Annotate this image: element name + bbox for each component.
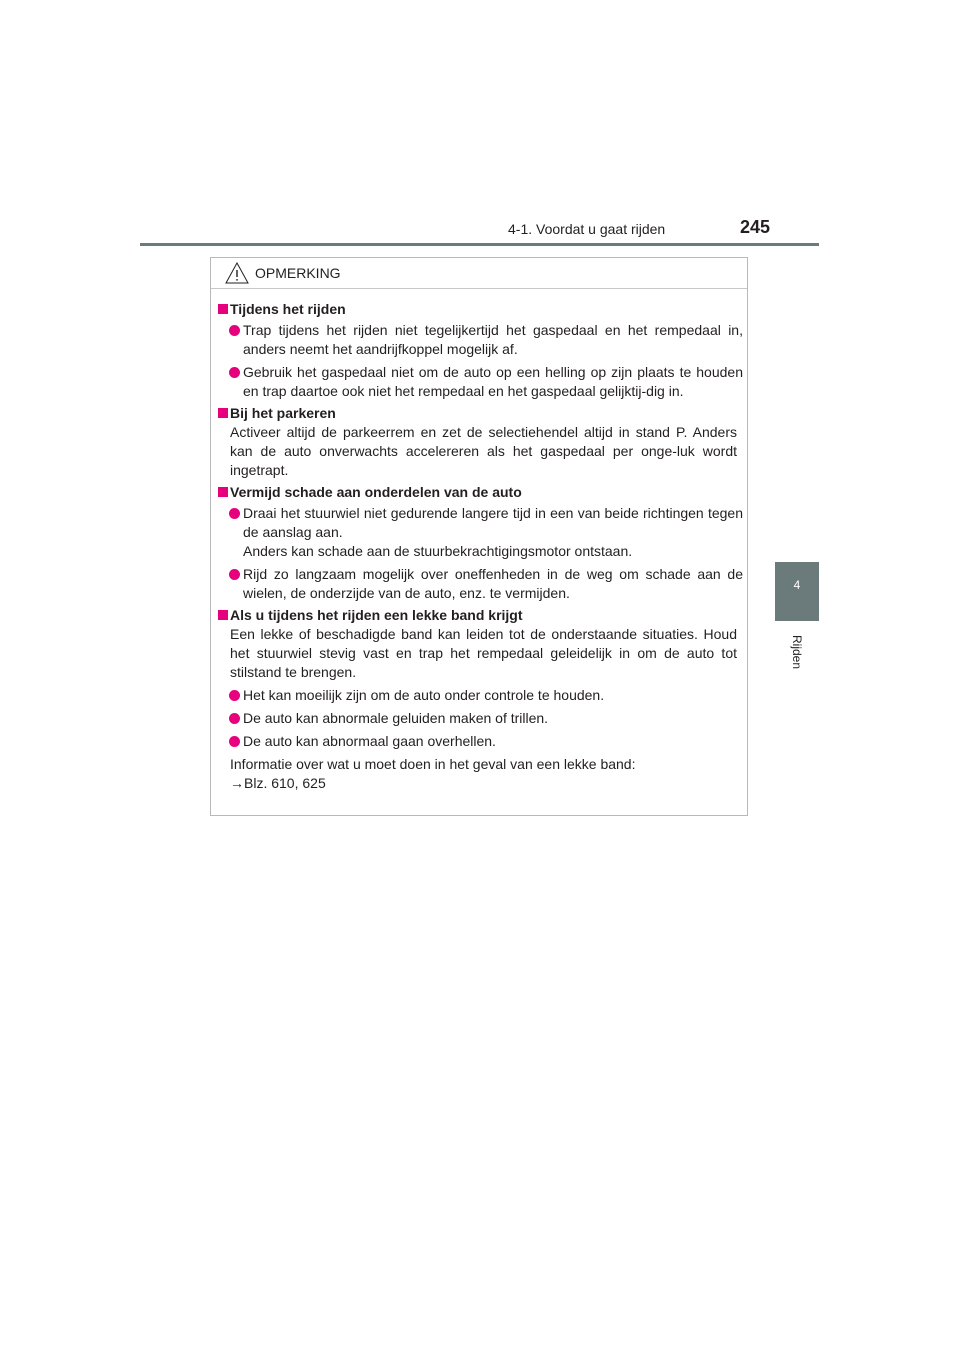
bullet-item xyxy=(218,686,749,705)
bullet-item xyxy=(218,504,749,561)
round-bullet-icon xyxy=(229,508,240,519)
warning-triangle-icon xyxy=(225,262,249,284)
section-title xyxy=(218,404,749,423)
bullet-text: De auto kan abnormale geluiden maken of trillen. xyxy=(243,710,549,726)
round-bullet-icon xyxy=(229,690,240,701)
section-title-text: Bij het parkeren xyxy=(230,405,336,421)
notice-header xyxy=(211,258,747,289)
page-reference: →Blz. 610, 625 xyxy=(230,775,326,791)
notice-body xyxy=(211,288,749,793)
notice-section-damage xyxy=(218,483,749,603)
square-bullet-icon xyxy=(218,487,228,497)
section-footer-text: Informatie over wat u moet doen in het geval van een lekke band: xyxy=(230,756,636,772)
section-paragraph: Activeer altijd de parkeerrem en zet de selectiehendel altijd in stand P. Anders kan de auto onverwachts accelereren als het gaspedaal per onge-luk wordt ingetrapt. xyxy=(230,424,737,478)
notice-section-parking xyxy=(218,404,749,480)
bullet-text: Rijd zo langzaam mogelijk over oneffenheden in de weg om schade aan de wielen, de onderzijde van de auto, enz. te vermijden. xyxy=(243,566,743,601)
chapter-tab-label: Rijden xyxy=(790,634,804,670)
bullet-item xyxy=(218,709,749,728)
header-rule xyxy=(140,243,819,246)
bullet-item xyxy=(218,321,749,359)
bullet-text: Draai het stuurwiel niet gedurende langere tijd in een van beide richtingen tegen de aanslag aan. xyxy=(243,505,743,540)
chapter-tab-number: 4 xyxy=(793,578,801,592)
header-section-title: 4-1. Voordat u gaat rijden xyxy=(508,221,666,237)
bullet-continuation: Anders kan schade aan de stuurbekrachtigingsmotor ontstaan. xyxy=(243,543,633,559)
bullet-item xyxy=(218,565,749,603)
bullet-text: Het kan moeilijk zijn om de auto onder controle te houden. xyxy=(243,687,605,703)
round-bullet-icon xyxy=(229,367,240,378)
section-title xyxy=(218,606,749,625)
section-title-text: Vermijd schade aan onderdelen van de auto xyxy=(230,484,522,500)
square-bullet-icon xyxy=(218,408,228,418)
bullet-text: Gebruik het gaspedaal niet om de auto op een helling op zijn plaats te houden en trap daartoe ook niet het rempedaal en het gaspedaal gelijktij-dig in. xyxy=(243,364,743,399)
notice-section-driving xyxy=(218,300,749,401)
square-bullet-icon xyxy=(218,304,228,314)
round-bullet-icon xyxy=(229,713,240,724)
page-number: 245 xyxy=(740,217,771,237)
section-paragraph: Een lekke of beschadigde band kan leiden tot de onderstaande situaties. Houd het stuurwiel stevig vast en trap het rempedaal geleidelijk in om de auto tot stilstand te brengen. xyxy=(230,626,737,680)
bullet-text: Trap tijdens het rijden niet tegelijkertijd het gaspedaal en het rempedaal in, anders neemt het aandrijfkoppel mogelijk af. xyxy=(243,322,743,357)
notice-box xyxy=(210,257,748,816)
bullet-text: De auto kan abnormaal gaan overhellen. xyxy=(243,733,496,749)
notice-title: OPMERKING xyxy=(255,265,341,281)
round-bullet-icon xyxy=(229,569,240,580)
section-title xyxy=(218,300,749,319)
section-title-text: Als u tijdens het rijden een lekke band krijgt xyxy=(230,607,523,623)
bullet-item xyxy=(218,363,749,401)
bullet-item xyxy=(218,732,749,751)
round-bullet-icon xyxy=(229,736,240,747)
notice-section-flat-tire xyxy=(218,606,749,793)
square-bullet-icon xyxy=(218,610,228,620)
section-title xyxy=(218,483,749,502)
section-title-text: Tijdens het rijden xyxy=(230,301,346,317)
round-bullet-icon xyxy=(229,325,240,336)
